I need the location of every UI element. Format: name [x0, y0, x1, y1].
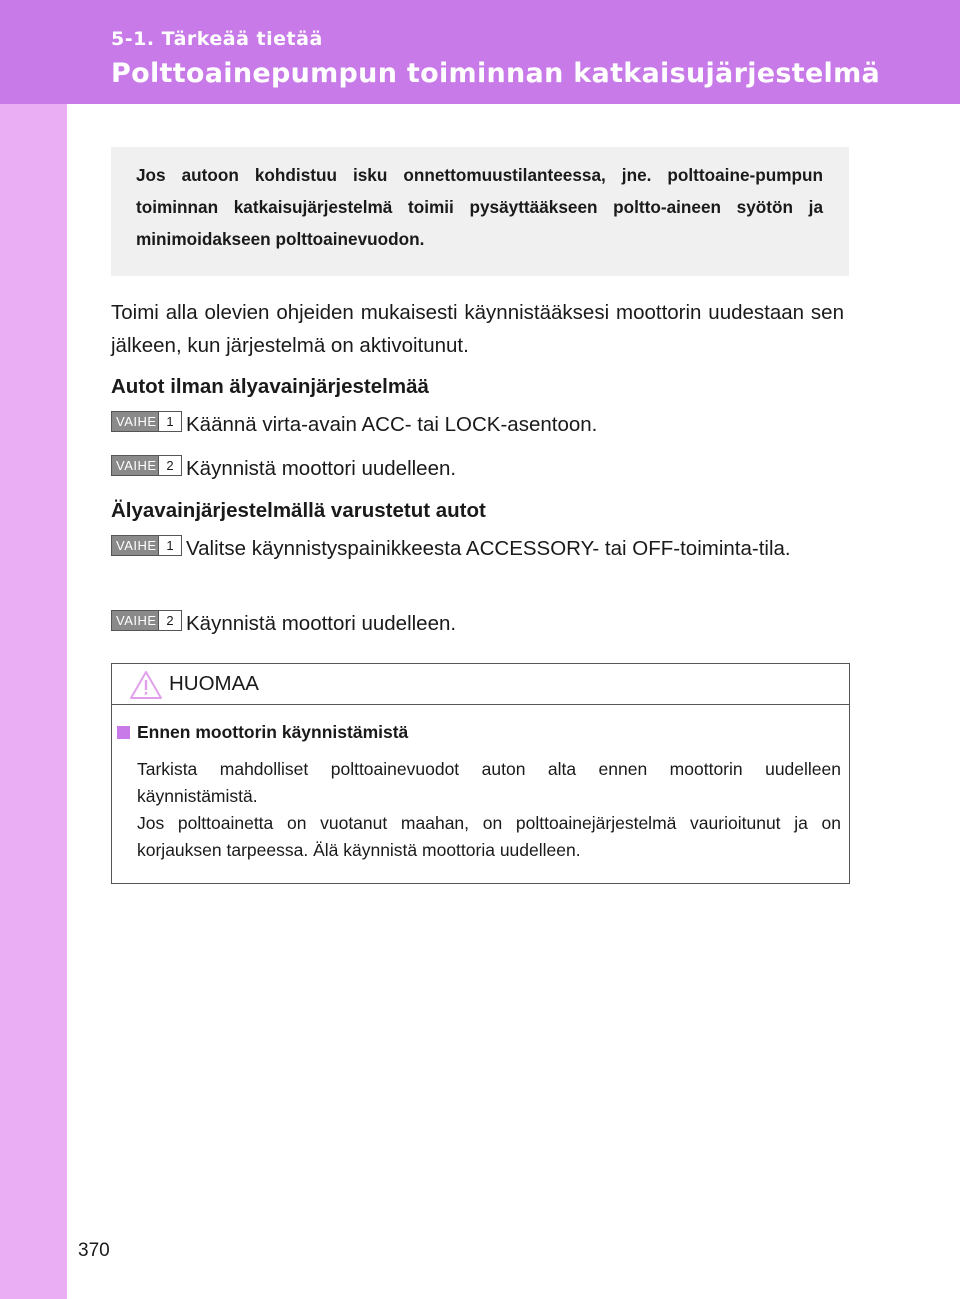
step-badge-label: VAIHE	[112, 611, 158, 630]
page-number: 370	[78, 1240, 110, 1261]
step-badge-label: VAIHE	[112, 456, 158, 475]
step-badge-label: VAIHE	[112, 412, 158, 431]
notice-paragraph: Tarkista mahdolliset polttoainevuodot auton alta ennen moottorin uudelleen käynnistämistä.	[137, 759, 841, 806]
notice-header	[112, 664, 849, 705]
notice-box	[111, 663, 850, 884]
step-badge-label: VAIHE	[112, 536, 158, 555]
notice-title: HUOMAA	[169, 672, 259, 695]
page-side-band	[0, 0, 67, 1299]
notice-body	[137, 756, 841, 864]
notice-paragraph: Jos polttoainetta on vuotanut maahan, on polttoainejärjestelmä vaurioitunut ja on korjauksen tarpeessa. Älä käynnistä moottoria uudelleen.	[137, 813, 841, 860]
page-title: Polttoainepumpun toiminnan katkaisujärjestelmä	[111, 58, 881, 89]
intro-text: Jos autoon kohdistuu isku onnettomuustilanteessa, jne. polttoaine-pumpun toiminnan katkaisujärjestelmä toimii pysäyttääkseen poltto-aineen syötön ja minimoidakseen polttoainevuodon.	[136, 165, 823, 249]
step-text: Käynnistä moottori uudelleen.	[186, 612, 457, 635]
step-badge	[111, 455, 182, 476]
page-header	[0, 0, 960, 104]
step-badge-number: 1	[158, 536, 181, 555]
step-badge-number: 2	[158, 611, 181, 630]
notice-subheading	[117, 722, 408, 743]
section-heading-with-smart-key: Älyavainjärjestelmällä varustetut autot	[111, 499, 486, 522]
warning-icon	[129, 670, 163, 700]
step-badge-number: 1	[158, 412, 181, 431]
section-label: 5-1. Tärkeää tietää	[111, 28, 323, 50]
step-badge	[111, 610, 182, 631]
step-badge-number: 2	[158, 456, 181, 475]
notice-subheading-text: Ennen moottorin käynnistämistä	[137, 722, 409, 742]
square-bullet-icon	[117, 726, 130, 739]
step-text: Käynnistä moottori uudelleen.	[186, 457, 457, 480]
step-text: Käännä virta-avain ACC- tai LOCK-asentoon.	[186, 413, 598, 436]
section-heading-without-smart-key: Autot ilman älyavainjärjestelmää	[111, 375, 429, 398]
body-text: Toimi alla olevien ohjeiden mukaisesti käynnistääksesi moottorin uudestaan sen jälkeen, kun järjestelmä on aktivoitunut.	[111, 301, 844, 357]
intro-box	[111, 147, 849, 276]
step-text: Valitse käynnistyspainikkeesta ACCESSORY- tai OFF-toiminta-tila.	[186, 537, 791, 560]
step-badge	[111, 535, 182, 556]
step-badge	[111, 411, 182, 432]
